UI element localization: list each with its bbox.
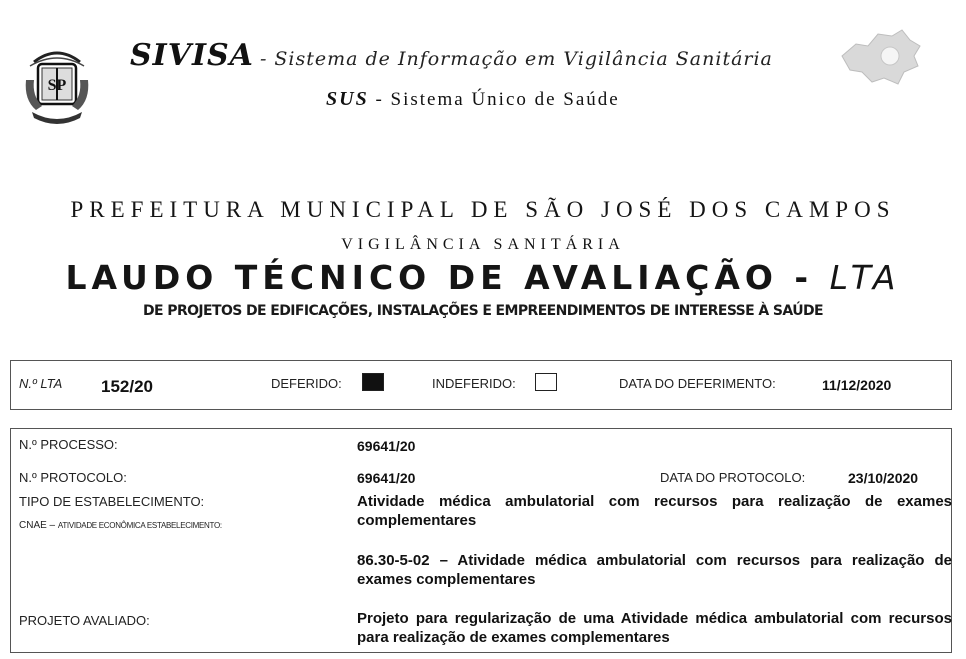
lta-number-label: N.º LTA — [19, 376, 63, 391]
cnae-label — [19, 520, 222, 531]
vigilancia-subtitle: VIGILÂNCIA SANITÁRIA — [341, 236, 625, 253]
sivisa-subtitle: - Sistema de Informação em Vigilância Sanitária — [259, 48, 773, 70]
sivisa-header — [130, 38, 773, 73]
cnae-label-prefix: CNAE – — [19, 520, 56, 531]
cnae-value: 86.30-5-02 – Atividade médica ambulatorial com recursos para realização de exames complementares — [357, 552, 952, 588]
data-protocolo-label: DATA DO PROTOCOLO: — [660, 470, 806, 485]
prefeitura-title: PREFEITURA MUNICIPAL DE SÃO JOSÉ DOS CAMPOS — [70, 197, 896, 222]
deferido-label: DEFERIDO: — [271, 376, 342, 391]
processo-label: N.º PROCESSO: — [19, 437, 118, 452]
projeto-avaliado-label: PROJETO AVALIADO: — [19, 613, 150, 628]
data-deferimento-value: 11/12/2020 — [822, 377, 892, 393]
laudo-title — [0, 258, 966, 297]
protocolo-label: N.º PROTOCOLO: — [19, 470, 127, 485]
laudo-title-suffix: LTA — [829, 258, 901, 297]
deferido-checkbox — [362, 373, 384, 391]
data-protocolo-value: 23/10/2020 — [848, 470, 919, 486]
data-deferimento-label: DATA DO DEFERIMENTO: — [619, 376, 776, 391]
sao-paulo-coat-of-arms-icon — [22, 40, 92, 126]
projeto-avaliado-value: Projeto para regularização de uma Atividade médica ambulatorial com recursos para realização de exames complementares — [357, 610, 952, 646]
indeferido-checkbox — [535, 373, 557, 391]
tipo-estabelecimento-value: Atividade médica ambulatorial com recursos para realização de exames complementares — [357, 493, 952, 529]
tipo-estabelecimento-label: TIPO DE ESTABELECIMENTO: — [19, 494, 205, 509]
laudo-title-main: LAUDO TÉCNICO DE AVALIAÇÃO - — [65, 258, 814, 297]
sivisa-brand: SIVISA — [130, 38, 254, 73]
sus-header — [326, 88, 620, 111]
protocolo-value: 69641/20 — [357, 470, 416, 486]
processo-value: 69641/20 — [357, 438, 416, 454]
seal-text: SP — [47, 77, 67, 94]
lta-number-value: 152/20 — [101, 377, 153, 396]
projetos-subtitle: DE PROJETOS DE EDIFICAÇÕES, INSTALAÇÕES E EMPREENDIMENTOS DE INTERESSE À SAÚDE — [143, 303, 823, 319]
sus-map-logo-icon — [838, 26, 924, 88]
sus-brand: SUS — [326, 88, 369, 110]
cnae-label-rest: ATIVIDADE ECONÔMICA ESTABELECIMENTO: — [57, 521, 222, 530]
indeferido-label: INDEFERIDO: — [432, 376, 516, 391]
sus-subtitle: - Sistema Único de Saúde — [375, 89, 620, 110]
